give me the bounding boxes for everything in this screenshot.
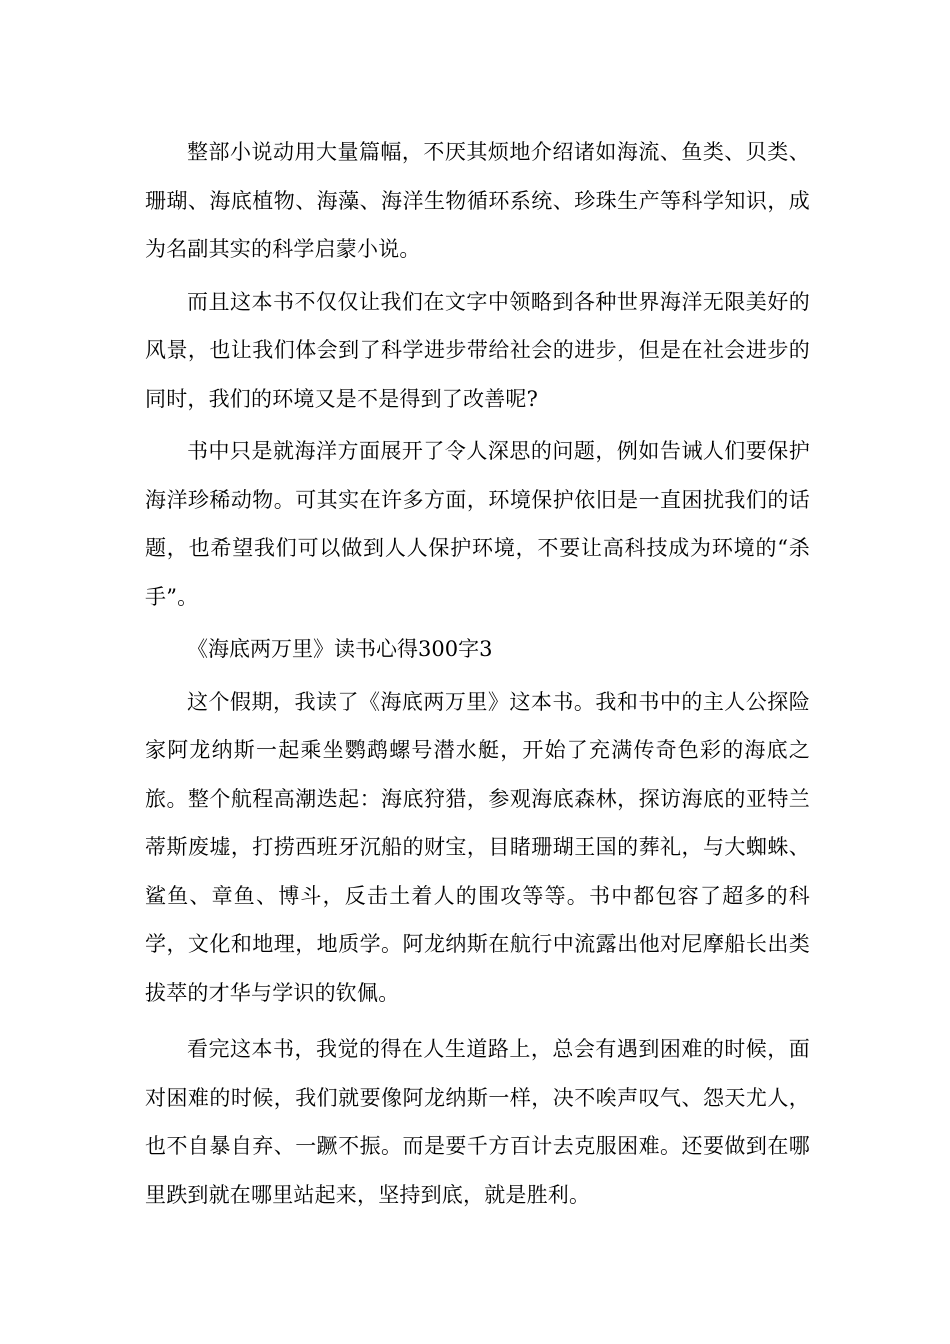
paragraph-5: 看完这本书，我觉的得在人生道路上，总会有遇到困难的时候，面对困难的时候，我们就要像阿龙纳斯一样，决不唉声叹气、怨天尤人，也不自暴自弃、一蹶不振。而是要千方百计去克服困难。还要做到在哪里跌到就在哪里站起来，坚持到底，就是胜利。	[145, 1037, 810, 1207]
paragraph-4: 这个假期，我读了《海底两万里》这本书。我和书中的主人公探险家阿龙纳斯一起乘坐鹦鹉螺号潜水艇，开始了充满传奇色彩的海底之旅。整个航程高潮迭起：海底狩猎，参观海底森林，探访海底的亚特兰蒂斯废墟，打捞西班牙沉船的财宝，目睹珊瑚王国的葬礼，与大蜘蛛、鲨鱼、章鱼、博斗，反击土着人的围攻等等。书中都包容了超多的科学，文化和地理，地质学。阿龙纳斯在航行中流露出他对尼摩船长出类拔萃的才华与学识的钦佩。	[145, 689, 810, 1005]
section-heading: 《海底两万里》读书心得300字3	[187, 637, 493, 661]
paragraph-2: 而且这本书不仅仅让我们在文字中领略到各种世界海洋无限美好的风景，也让我们体会到了科学进步带给社会的进步，但是在社会进步的同时，我们的环境又是不是得到了改善呢?	[145, 289, 810, 411]
paragraph-1: 整部小说动用大量篇幅，不厌其烦地介绍诸如海流、鱼类、贝类、珊瑚、海底植物、海藻、海洋生物循环系统、珍珠生产等科学知识，成为名副其实的科学启蒙小说。	[145, 140, 810, 261]
document-body	[145, 128, 810, 1219]
paragraph-3: 书中只是就海洋方面展开了令人深思的问题，例如告诫人们要保护海洋珍稀动物。可其实在许多方面，环境保护依旧是一直困扰我们的话题，也希望我们可以做到人人保护环境，不要让高科技成为环境的“杀手”。	[145, 439, 810, 609]
